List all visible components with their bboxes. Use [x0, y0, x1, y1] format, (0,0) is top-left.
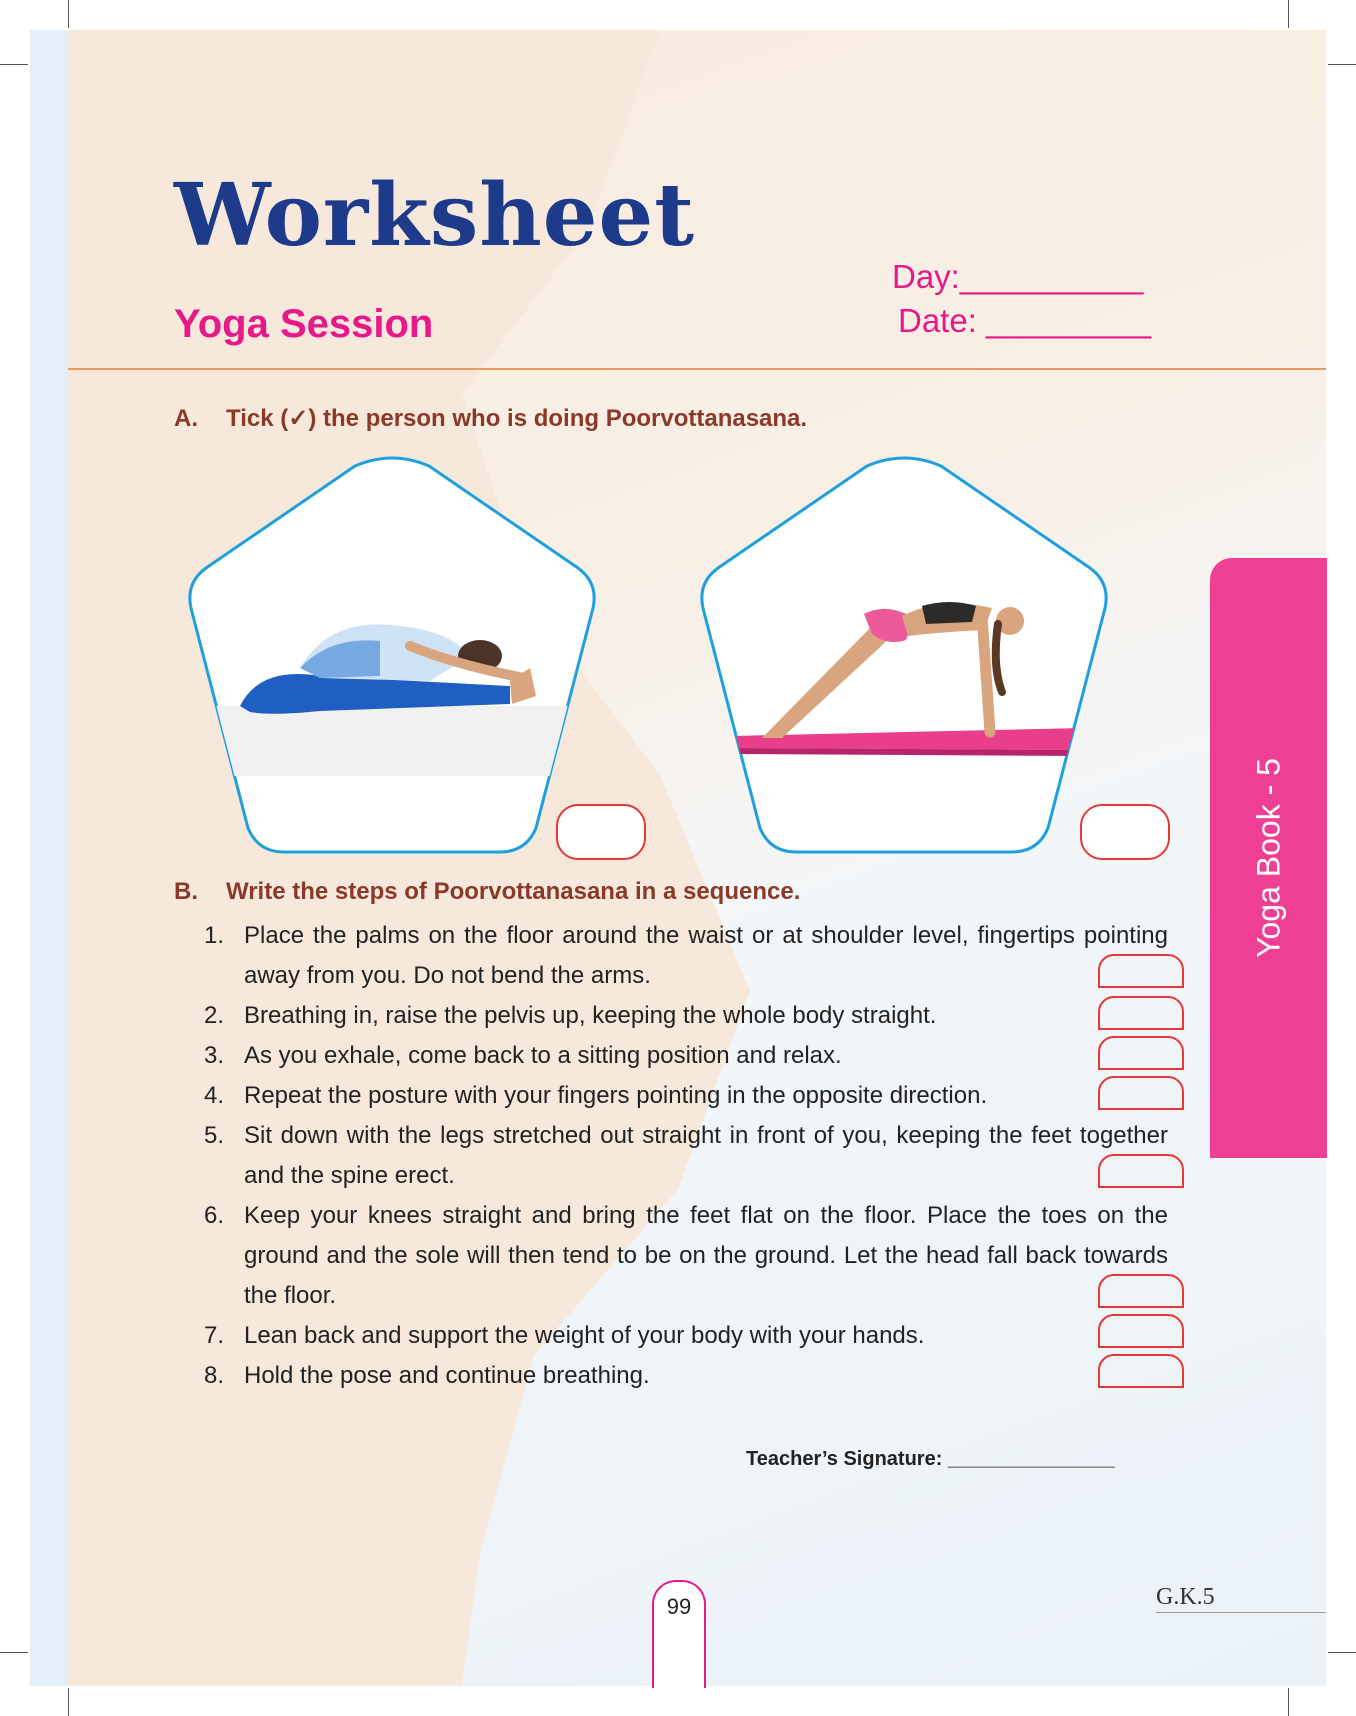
page-number: 99	[666, 1594, 692, 1619]
step-number: 6.	[203, 1202, 224, 1229]
question-b	[174, 878, 800, 906]
step-number: 3.	[203, 1042, 224, 1069]
tick-box-option-2[interactable]	[1080, 804, 1170, 860]
step-text: Repeat the posture with your fingers pointing in the opposite direction.	[244, 1082, 988, 1109]
page-title: Worksheet	[174, 165, 695, 266]
crop-mark	[1288, 0, 1289, 28]
step-number: 1.	[203, 922, 224, 949]
step-text: Keep your knees straight and bring the feet flat on the floor. Place the toes on the ground and the sole will then tend to be on the ground. Let the head fall back towards the floor.	[244, 1202, 1168, 1309]
sequence-box-step-1[interactable]	[1098, 954, 1184, 988]
step-item	[188, 1076, 1188, 1116]
step-number: 4.	[203, 1082, 224, 1109]
crop-mark	[0, 64, 28, 65]
crop-mark	[1328, 1652, 1356, 1653]
left-margin-strip	[30, 30, 68, 1686]
side-tab-label: Yoga Book - 5	[1250, 758, 1286, 958]
header-divider	[68, 368, 1326, 370]
step-text: Sit down with the legs stretched out straight in front of you, keeping the feet together and the spine erect.	[244, 1122, 1168, 1189]
question-a-text: Tick (✓) the person who is doing Poorvottanasana.	[226, 405, 808, 432]
crop-mark	[1328, 64, 1356, 65]
sequence-box-step-2[interactable]	[1098, 996, 1184, 1030]
step-item	[188, 1116, 1188, 1196]
step-item	[188, 1316, 1188, 1356]
step-text: As you exhale, come back to a sitting position and relax.	[244, 1042, 842, 1069]
step-item	[188, 996, 1188, 1036]
sequence-box-step-4[interactable]	[1098, 1076, 1184, 1110]
step-item	[188, 1196, 1188, 1316]
question-b-text: Write the steps of Poorvottanasana in a sequence.	[226, 878, 801, 905]
sequence-box-step-3[interactable]	[1098, 1036, 1184, 1070]
date-field[interactable]: Date: _________	[898, 302, 1152, 339]
question-a	[174, 404, 807, 433]
side-tab	[1210, 558, 1327, 1158]
footer-rule	[1156, 1612, 1326, 1613]
crop-mark	[0, 1652, 28, 1653]
crop-mark	[1288, 1688, 1289, 1716]
step-number: 8.	[203, 1362, 224, 1389]
book-code: G.K.5	[1156, 1584, 1215, 1610]
option-image-forward-bend	[180, 456, 604, 862]
step-item	[188, 1356, 1188, 1396]
step-text: Lean back and support the weight of your body with your hands.	[244, 1322, 925, 1349]
step-item	[188, 1036, 1188, 1076]
steps-list	[188, 916, 1188, 1396]
teacher-signature-field[interactable]: Teacher’s Signature: _______________	[746, 1448, 1115, 1470]
day-field[interactable]: Day:__________	[892, 258, 1144, 295]
page-number-tab	[652, 1580, 706, 1688]
sequence-box-step-7[interactable]	[1098, 1314, 1184, 1348]
step-text: Breathing in, raise the pelvis up, keeping the whole body straight.	[244, 1002, 937, 1029]
step-number: 2.	[203, 1002, 224, 1029]
crop-mark	[68, 0, 69, 28]
option-image-reverse-plank	[692, 456, 1116, 862]
step-number: 7.	[203, 1322, 224, 1349]
sequence-box-step-8[interactable]	[1098, 1354, 1184, 1388]
step-item	[188, 916, 1188, 996]
question-b-letter: B.	[174, 878, 198, 905]
sequence-box-step-6[interactable]	[1098, 1274, 1184, 1308]
step-number: 5.	[203, 1122, 224, 1149]
step-text: Place the palms on the floor around the waist or at shoulder level, fingertips pointing away from you. Do not bend the arms.	[244, 922, 1168, 989]
crop-mark	[68, 1688, 69, 1716]
section-subtitle: Yoga Session	[174, 302, 434, 346]
sequence-box-step-5[interactable]	[1098, 1154, 1184, 1188]
step-text: Hold the pose and continue breathing.	[244, 1362, 650, 1389]
tick-box-option-1[interactable]	[556, 804, 646, 860]
question-a-letter: A.	[174, 405, 198, 432]
